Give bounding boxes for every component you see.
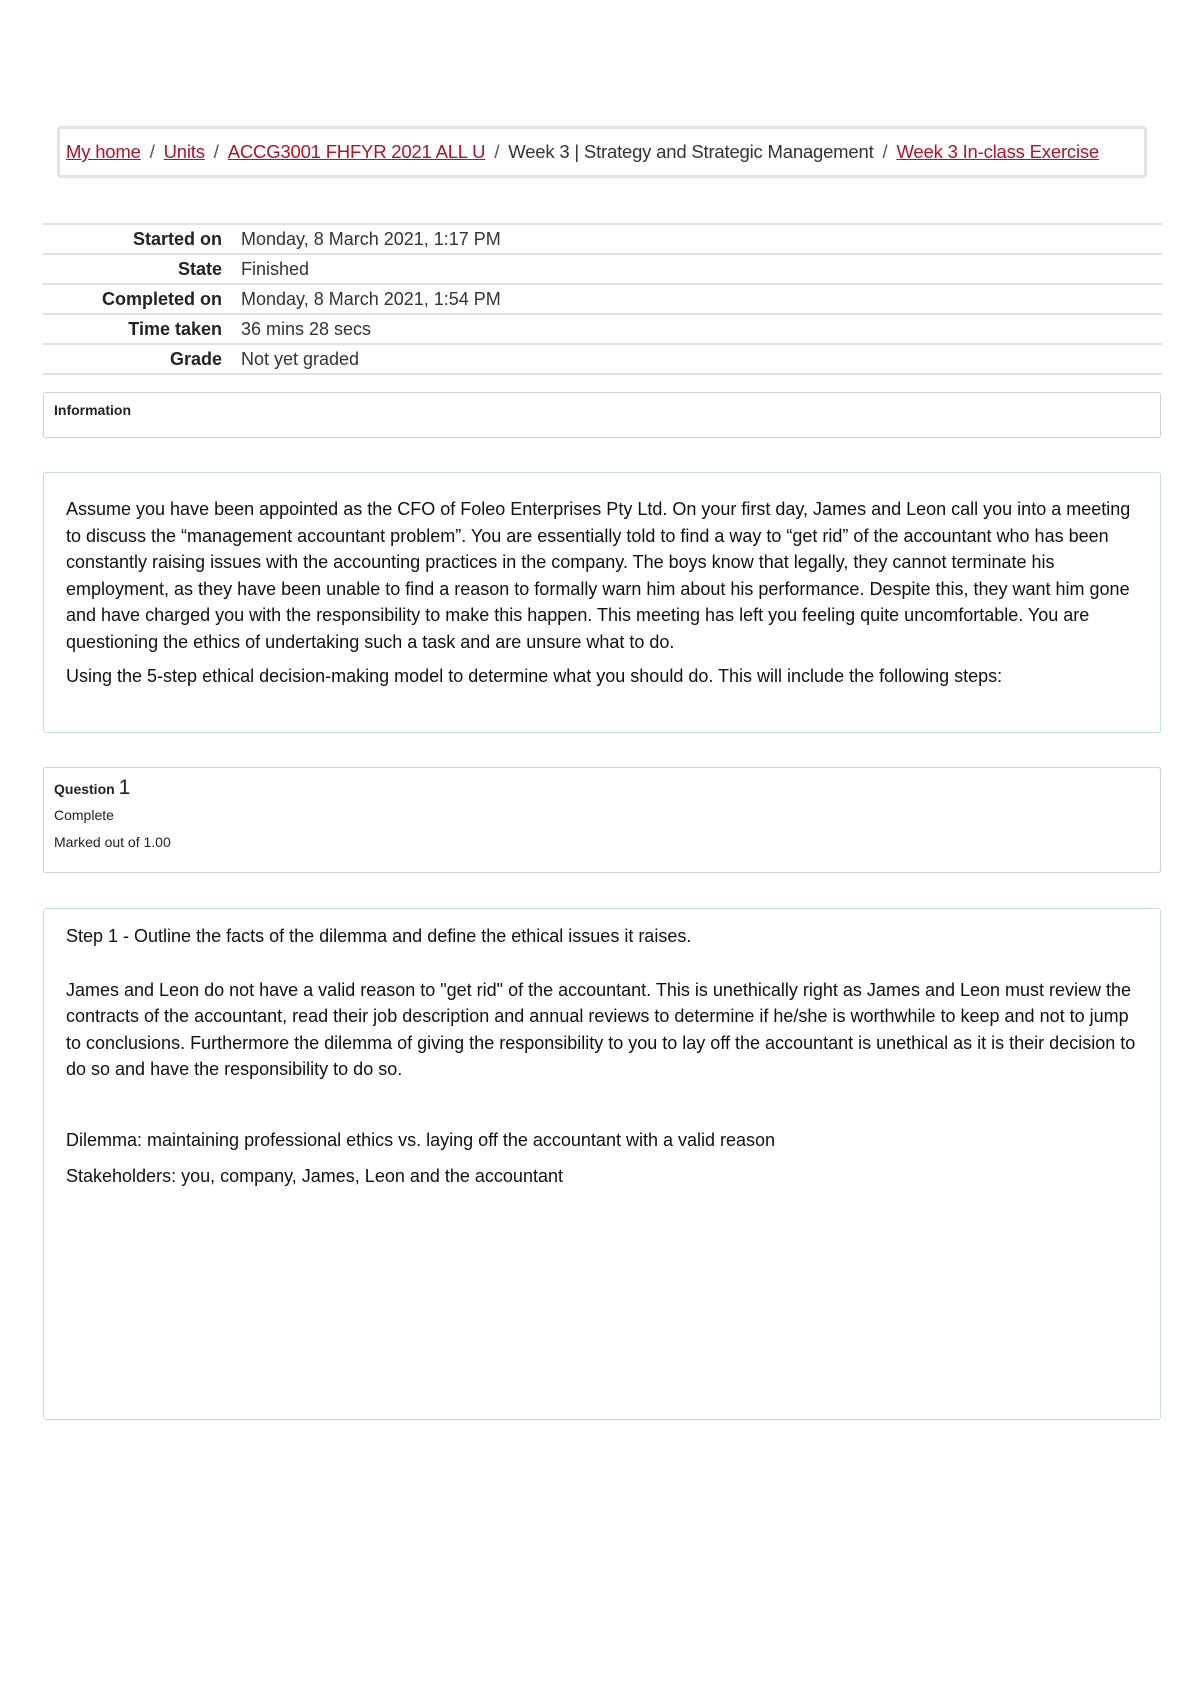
question-content [43,908,1161,1420]
question-title [54,776,1150,800]
breadcrumb-my-home-link[interactable]: My home [66,141,141,162]
breadcrumb-separator: / [149,141,155,162]
attempt-summary-table [42,223,1162,375]
breadcrumb-separator: / [882,141,888,162]
summary-value: 36 mins 28 secs [241,318,372,339]
instruction-paragraph: Using the 5-step ethical decision-making model to determine what you should do. This will include the following steps: [66,666,1003,686]
question-state: Complete [54,807,114,823]
summary-label: Started on [132,228,222,249]
summary-row-state [42,255,1162,285]
summary-row-started-on [42,225,1162,255]
information-header-panel [43,392,1161,438]
summary-label: Grade [169,348,222,369]
question-info-panel [43,767,1161,873]
summary-label: Time taken [128,318,222,339]
information-content [43,472,1161,733]
breadcrumb-separator: / [213,141,219,162]
summary-value: Finished [241,258,310,279]
summary-row-time-taken [42,315,1162,345]
answer-dilemma: Dilemma: maintaining professional ethics vs. laying off the accountant with a valid reason [66,1129,776,1150]
breadcrumb-exercise-link[interactable]: Week 3 In-class Exercise [896,141,1100,162]
summary-row-completed-on [42,285,1162,315]
answer-stakeholders: Stakeholders: you, company, James, Leon and the accountant [66,1166,563,1186]
breadcrumb-units-link[interactable]: Units [163,141,205,162]
question-step-text: Step 1 - Outline the facts of the dilemma and define the ethical issues it raises. [66,926,692,946]
breadcrumb-separator: / [494,141,500,162]
question-label: Question [54,781,115,797]
summary-value: Monday, 8 March 2021, 1:54 PM [241,288,501,309]
breadcrumb-section: Week 3 | Strategy and Strategic Management [508,141,874,162]
summary-label: Completed on [102,288,222,309]
answer-paragraph: James and Leon do not have a valid reason to "get rid" of the accountant. This is unethically right as James and Leon must review the contracts of the accountant, read their job description and annual reviews to determine if he/she is worthwhile to keep and not to jump to conclusions. Furthermore the dilemma of giving the responsibility to you to lay off the accountant is unethical as it is their decision to do so and have the responsibility to do so. [66,979,1136,1079]
summary-value: Monday, 8 March 2021, 1:17 PM [241,228,501,249]
scenario-paragraph: Assume you have been appointed as the CFO of Foleo Enterprises Pty Ltd. On your first day, James and Leon call you into a meeting to discuss the “management accountant problem”. You are essentially told to find a way to “get rid” of the accountant who has been constantly raising issues with the accounting practices in the company. The boys know that legally, they cannot terminate his employment, as they have been unable to find a reason to formally warn him about his performance. Despite this, they want him gone and have charged you with the responsibility to make this happen. This meeting has left you feeling quite uncomfortable. You are questioning the ethics of undertaking such a task and are unsure what to do. [66,499,1131,652]
breadcrumb [57,126,1147,178]
information-title: Information [54,402,131,418]
summary-row-grade [42,345,1162,375]
question-marks: Marked out of 1.00 [54,834,171,850]
breadcrumb-course-link[interactable]: ACCG3001 FHFYR 2021 ALL U [227,141,486,162]
summary-label: State [177,258,222,279]
summary-value: Not yet graded [241,348,360,369]
question-number: 1 [118,776,131,799]
